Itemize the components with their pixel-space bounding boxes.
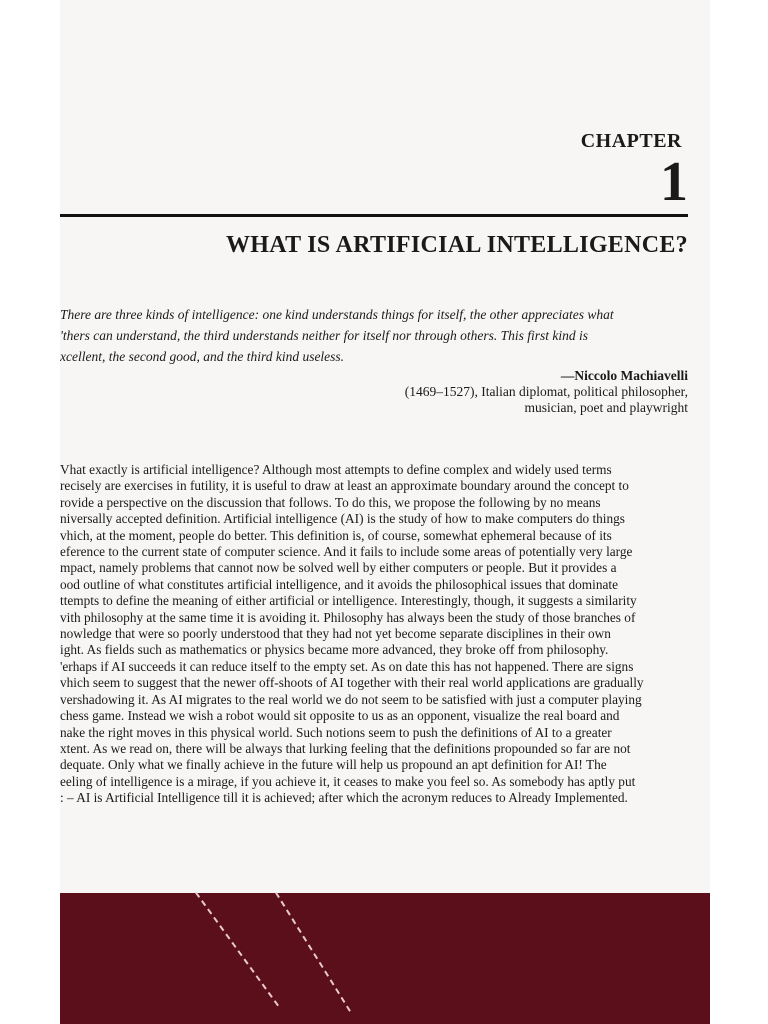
body-line: ight. As fields such as mathematics or physics became more advanced, they broke off from philosophy. <box>60 642 609 658</box>
cover-stitching <box>275 892 351 1012</box>
body-line: nake the right moves in this physical world. Such notions seem to push the definitions of AI to a greater <box>60 724 612 740</box>
chapter-title: WHAT IS ARTIFICIAL INTELLIGENCE? <box>225 232 688 258</box>
attribution-author: —Niccolo Machiavelli <box>560 368 688 383</box>
body-line: chess game. Instead we wish a robot would sit opposite to us as an opponent, visualize the real board and <box>60 708 620 724</box>
epigraph-quote <box>60 304 688 367</box>
body-line: eeling of intelligence is a mirage, if you achieve it, it ceases to make you feel so. As somebody has aptly put <box>60 773 636 789</box>
body-line: vhich, at the moment, people do better. This definition is, of course, somewhat ephemeral because of its <box>60 527 612 543</box>
body-line: vith philosophy at the same time it is avoiding it. Philosophy has always been the study of those branches of <box>60 609 636 625</box>
body-line: eference to the current state of computer science. And it fails to include some areas of potentially very large <box>60 544 633 560</box>
body-line: vhich seem to suggest that the newer off-shoots of AI together with their real world applications are gradually <box>60 675 644 691</box>
body-line: vershadowing it. As AI migrates to the real world we do not seem to be satisfied with just a computer playing <box>60 691 642 707</box>
body-line: dequate. Only what we finally achieve in the future will help us propound an apt definition for AI! The <box>60 757 607 773</box>
epigraph-line: xcellent, the second good, and the third kind useless. <box>60 349 345 364</box>
body-line: Vhat exactly is artificial intelligence? Although most attempts to define complex and widely used terms <box>60 462 612 477</box>
book-cover-background <box>60 893 710 1024</box>
epigraph-line: 'thers can understand, the third understands neither for itself nor through others. This first kind is <box>60 328 589 343</box>
body-line: : – AI is Artificial Intelligence till it is achieved; after which the acronym reduces to Already Implemented. <box>60 790 628 806</box>
chapter-rule <box>60 214 688 217</box>
background-margin <box>710 0 768 1024</box>
chapter-label: CHAPTER <box>580 130 682 152</box>
book-page <box>60 0 710 893</box>
body-line: rovide a perspective on the discussion that follows. To do this, we propose the following by no means <box>60 494 601 510</box>
epigraph-line: There are three kinds of intelligence: one kind understands things for itself, the other appreciates what <box>60 307 614 322</box>
cover-stitching <box>195 892 279 1006</box>
body-line: 'erhaps if AI succeeds it can reduce itself to the empty set. As on date this has not happened. There are signs <box>60 658 634 674</box>
epigraph-attribution <box>405 368 688 416</box>
attribution-desc: musician, poet and playwright <box>524 400 688 415</box>
attribution-desc: (1469–1527), Italian diplomat, political philosopher, <box>404 384 688 399</box>
body-paragraph <box>60 462 688 807</box>
body-line: xtent. As we read on, there will be always that lurking feeling that the definitions propounded so far are not <box>60 740 631 756</box>
body-line: ttempts to define the meaning of either artificial or intelligence. Interestingly, though, it suggests a similarity <box>60 593 637 609</box>
body-line: nowledge that were so poorly understood that they had not yet become separate disciplines in their own <box>60 626 611 642</box>
body-line: mpact, namely problems that cannot now be solved well by either computers or people. But it provides a <box>60 560 617 576</box>
body-line: ood outline of what constitutes artificial intelligence, and it avoids the philosophical issues that dominate <box>60 576 618 592</box>
body-line: recisely are exercises in futility, it is useful to draw at least an approximate boundary around the concept to <box>60 478 629 494</box>
body-line: niversally accepted definition. Artificial intelligence (AI) is the study of how to make computers do things <box>60 511 625 527</box>
chapter-number: 1 <box>660 151 688 213</box>
